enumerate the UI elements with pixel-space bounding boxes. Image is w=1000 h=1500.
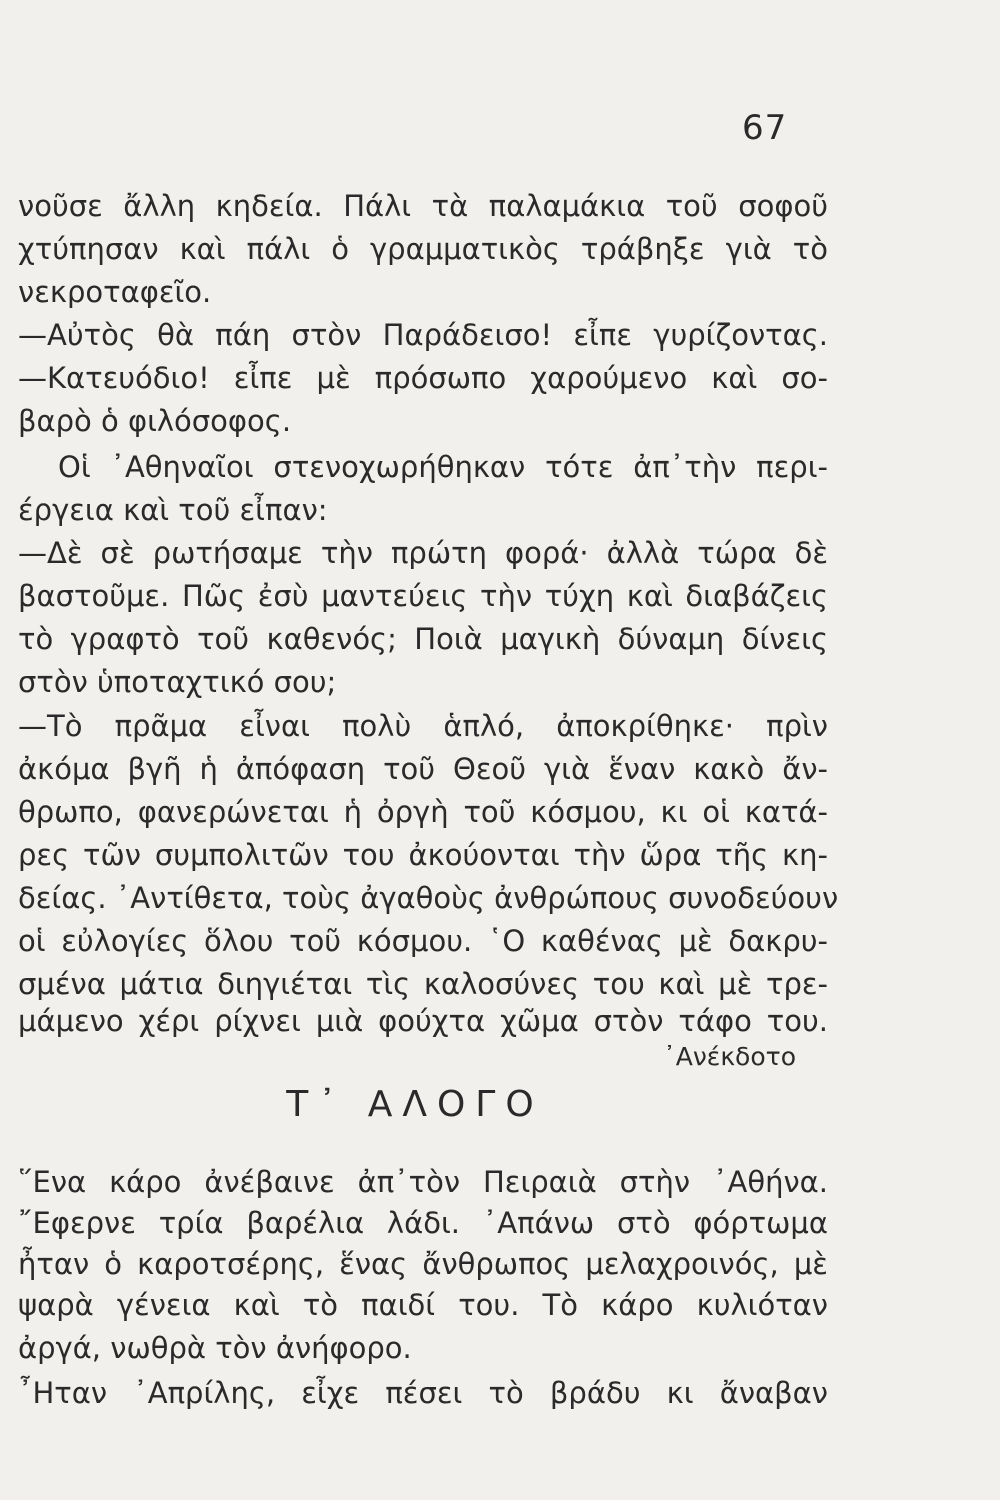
text-line: ρες τῶν συμπολιτῶν του ἀκούονται τὴν ὥρα τῆς κη- (18, 838, 828, 872)
section-title: Τ᾿ ΑΛΟΓΟ (286, 1084, 544, 1125)
text-line: σμένα μάτια διηγιέται τὶς καλοσύνες του καὶ μὲ τρε- (18, 967, 828, 1001)
text-line: ἀκόμα βγῆ ἡ ἀπόφαση τοῦ Θεοῦ γιὰ ἕναν κακὸ ἄν- (18, 752, 828, 786)
text-line: έργεια καὶ τοῦ εἶπαν: (18, 493, 328, 527)
text-line: ῎Εφερνε τρία βαρέλια λάδι. ᾿Απάνω στὸ φόρτωμα (18, 1206, 828, 1240)
page-number: 67 (742, 108, 788, 148)
text-line: Οἱ ᾿Αθηναῖοι στενοχωρήθηκαν τότε ἀπ᾿τὴν περι- (58, 450, 828, 484)
text-line: νεκροταφεῖο. (18, 275, 212, 309)
text-line: θρωπο, φανερώνεται ἡ ὀργὴ τοῦ κόσμου, κι οἱ κατά- (18, 795, 828, 829)
text-line: ῞Ενα κάρο ἀνέβαινε ἀπ᾿τὸν Πειραιὰ στὴν ᾿Αθήνα. (18, 1165, 828, 1199)
text-line: βαρὸ ὁ φιλόσοφος. (18, 404, 292, 438)
text-line: ῏Ηταν ᾿Απρίλης, εἶχε πέσει τὸ βράδυ κι ἄναβαν (18, 1376, 828, 1410)
text-line: δείας. ᾿Αντίθετα, τοὺς ἀγαθοὺς ἀνθρώπους συνοδεύουν (18, 881, 839, 915)
text-line: ψαρὰ γένεια καὶ τὸ παιδί του. Τὸ κάρο κυλιόταν (18, 1288, 828, 1322)
text-line: —Τὸ πρᾶμα εἶναι πολὺ ἁπλό, ἀποκρίθηκε· πρὶν (18, 709, 828, 743)
text-line: ἀργά, νωθρὰ τὸν ἀνήφορο. (18, 1331, 412, 1365)
text-line: ἦταν ὁ καροτσέρης, ἕνας ἄνθρωπος μελαχροινός, μὲ (18, 1247, 828, 1281)
text-line: —Αὐτὸς θὰ πάη στὸν Παράδεισο! εἶπε γυρίζοντας. (18, 318, 828, 352)
text-line: νοῦσε ἄλλη κηδεία. Πάλι τὰ παλαμάκια τοῦ σοφοῦ (18, 189, 828, 223)
text-line: χτύπησαν καὶ πάλι ὁ γραμματικὸς τράβηξε γιὰ τὸ (18, 232, 828, 266)
text-line: τὸ γραφτὸ τοῦ καθενός; Ποιὰ μαγικὴ δύναμη δίνεις (18, 622, 828, 656)
text-line: —Κατευόδιο! εἶπε μὲ πρόσωπο χαρούμενο καὶ σο- (18, 361, 828, 395)
text-line: —Δὲ σὲ ρωτήσαμε τὴν πρώτη φορά· ἀλλὰ τώρα δὲ (18, 536, 828, 570)
text-line: μάμενο χέρι ρίχνει μιὰ φούχτα χῶμα στὸν τάφο του. (18, 1004, 828, 1038)
text-line: οἱ εὐλογίες ὅλου τοῦ κόσμου. ῾Ο καθένας μὲ δακρυ- (18, 924, 828, 958)
text-line: βαστοῦμε. Πῶς ἐσὺ μαντεύεις τὴν τύχη καὶ διαβάζεις (18, 579, 828, 613)
text-line: στὸν ὑποταχτικό σου; (18, 665, 337, 699)
attribution: ᾿Ανέκδοτο (663, 1042, 796, 1071)
